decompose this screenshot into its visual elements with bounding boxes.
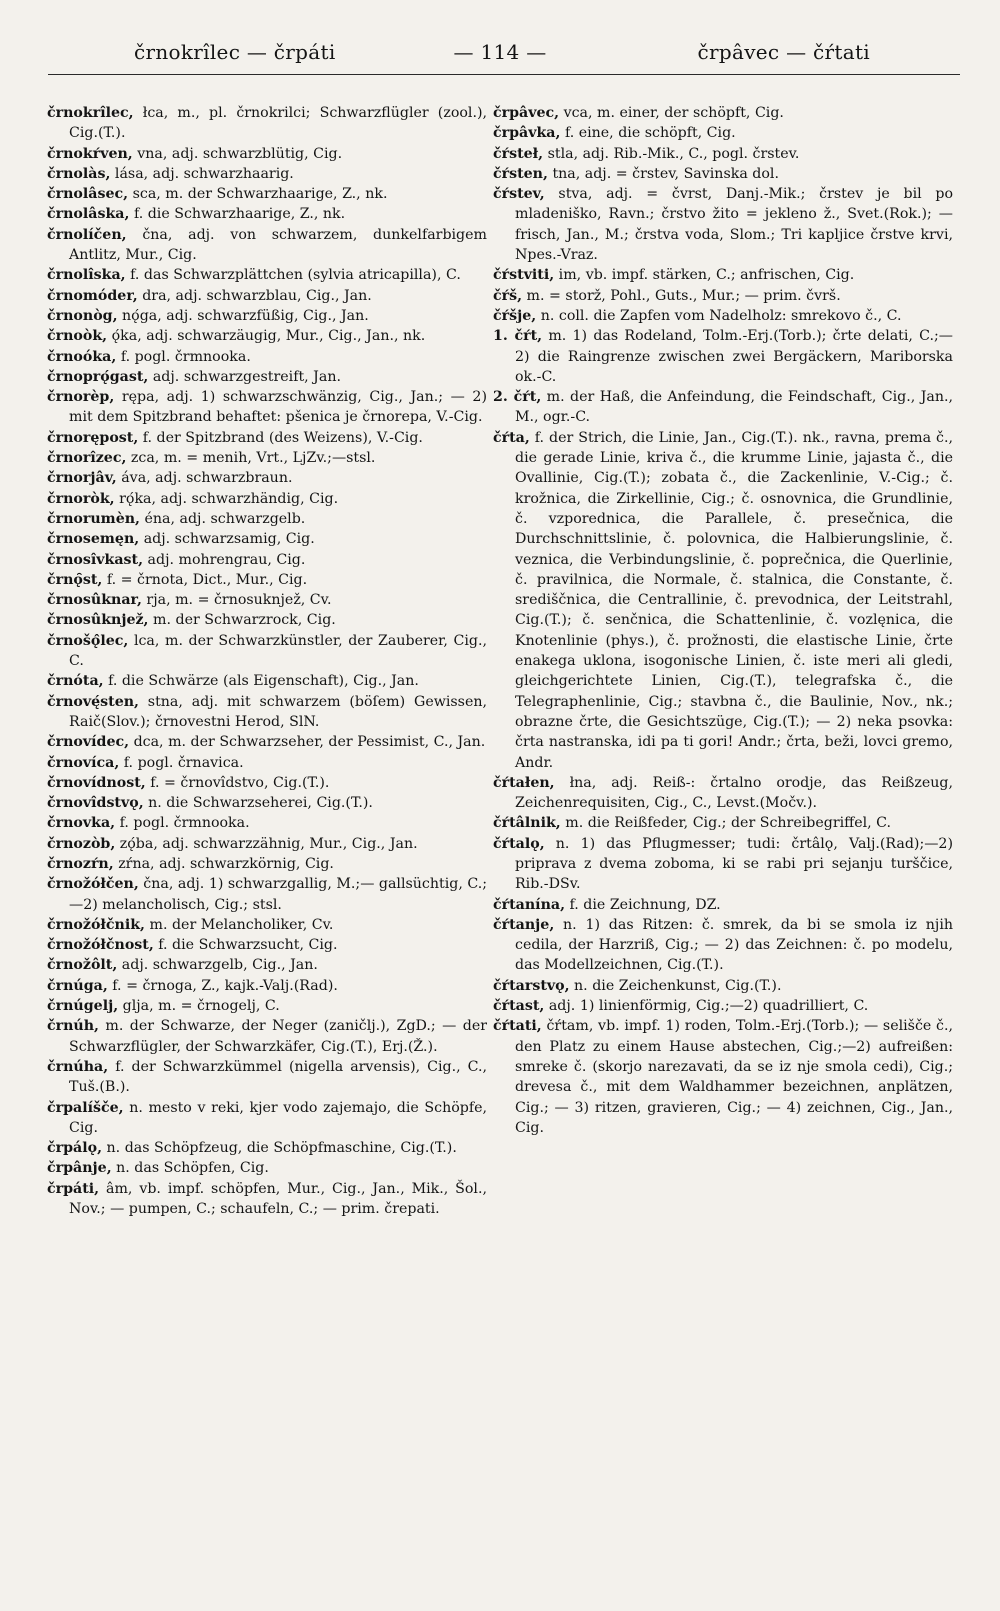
entry-definition: m. die Reißfeder, Cig.; der Schreibegriffel, C. (560, 815, 892, 832)
dictionary-entry (47, 489, 487, 509)
entry-headword: črnozòb, (47, 835, 116, 852)
entry-definition: čna, adj. von schwarzem, dunkelfarbigem Antlitz, Mur., Cig. (69, 226, 487, 264)
entry-headword: čŕtast, (493, 998, 545, 1015)
entry-headword: črnúgelj, (47, 998, 119, 1015)
entry-headword: črnorîzec, (47, 450, 127, 467)
dictionary-entry (47, 1098, 487, 1139)
dictionary-entry (47, 529, 487, 549)
entry-definition: n. 1) das Pflugmesser; tudi: črtâlǫ, Valj.(Rad);—2) priprava z dvema zoboma, ki se rabi pri sejanju turščice, Rib.-DSv. (515, 835, 953, 893)
dictionary-entry (47, 813, 487, 833)
dictionary-entry (47, 1016, 487, 1057)
dictionary-entry (47, 144, 487, 164)
dictionary-entry (493, 1016, 953, 1138)
entry-definition: zŕna, adj. schwarzkörnig, Cig. (113, 855, 334, 872)
entry-headword: črnǫ̑st, (47, 571, 103, 588)
entry-headword: črnovka, (47, 815, 116, 832)
entry-definition: f. die Schwärze (als Eigenschaft), Cig., Jan. (103, 673, 419, 690)
page-header (48, 38, 952, 72)
entry-headword: črnorèp, (47, 389, 115, 406)
dictionary-entry (47, 793, 487, 813)
entry-headword: čŕstviti, (493, 267, 555, 284)
header-left-range: črnokrîlec — črpáti (134, 40, 336, 64)
entry-definition: adj. schwarzgelb, Cig., Jan. (117, 957, 318, 974)
entry-definition: f. eine, die schöpft, Cig. (560, 125, 736, 142)
dictionary-entry (493, 123, 953, 143)
entry-headword: črnolîska, (47, 267, 126, 284)
dictionary-entry (47, 204, 487, 224)
entry-definition: čna, adj. 1) schwarzgallig, M.;— gallsüchtig, C.;—2) melancholisch, Cig.; stsl. (69, 876, 487, 913)
dictionary-entry (47, 286, 487, 306)
entry-headword: črnolâska, (47, 206, 130, 223)
dictionary-entry (47, 610, 487, 630)
dictionary-entry (493, 976, 953, 996)
page-number: — 114 — (453, 40, 547, 64)
dictionary-entry (493, 996, 953, 1016)
entry-headword: črnolíčen, (47, 226, 127, 243)
dictionary-entry (47, 976, 487, 996)
header-right-range: črpâvec — čŕtati (697, 40, 870, 64)
dictionary-entry (47, 306, 487, 326)
dictionary-entry (47, 164, 487, 184)
entry-headword: črnonòg, (47, 307, 118, 324)
dictionary-entry (47, 1179, 487, 1220)
entry-headword: čŕsteł, (493, 145, 544, 162)
dictionary-entry (493, 103, 953, 123)
entry-headword: črnovę́sten, (47, 693, 139, 710)
entry-definition: éna, adj. schwarzgelb. (139, 510, 306, 527)
entry-headword: črnovîdstvǫ, (47, 795, 144, 812)
dictionary-entry (493, 834, 953, 895)
dictionary-entry (47, 732, 487, 752)
entry-headword: čŕsten, (493, 165, 548, 182)
entry-definition: lása, adj. schwarzhaarig. (110, 165, 294, 182)
entry-definition: vca, m. einer, der schöpft, Cig. (559, 105, 784, 121)
dictionary-entry (493, 184, 953, 265)
dictionary-entry (493, 286, 953, 306)
dictionary-entry (493, 428, 953, 773)
dictionary-entry (47, 428, 487, 448)
entry-headword: črnúha, (47, 1058, 109, 1075)
header-rule (48, 74, 960, 75)
dictionary-entry (493, 813, 953, 833)
entry-definition: dca, m. der Schwarzseher, der Pessimist, C., Jan. (129, 734, 486, 751)
left-column (47, 103, 487, 1593)
entry-headword: črnožôlt, (47, 957, 118, 974)
dictionary-entry (47, 225, 487, 266)
entry-definition: stla, adj. Rib.-Mik., C., pogl. črstev. (543, 145, 800, 162)
entry-definition: łna, adj. Reiß-: črtalno orodje, das Reißzeug, Zeichenrequisiten, Cig., C., Levst.(Močv.). (515, 774, 953, 812)
entry-headword: črnožółčnik, (47, 916, 145, 933)
entry-definition: f. der Spitzbrand (des Weizens), V.-Cig. (138, 429, 423, 446)
entry-headword: črnovídec, (47, 734, 130, 751)
dictionary-entry (47, 265, 487, 285)
entry-definition: n. 1) das Ritzen: č. smrek, da bi se smola iz njih cedila, der Harzriß, Cig.; — 2) das Zeichnen: č. po modelu, das Modellzeichnen, Cig.(T.). (515, 916, 953, 974)
entry-headword: črnoóka, (47, 348, 117, 365)
entry-definition: m. = storž, Pohl., Guts., Mur.; — prim. čvrš. (522, 287, 841, 304)
entry-headword: črpâvec, (493, 105, 560, 121)
entry-definition: adj. schwarzgestreift, Jan. (148, 368, 341, 385)
entry-headword: 2. čŕt, (493, 389, 542, 406)
entry-headword: čŕtałen, (493, 774, 555, 791)
entry-definition: łca, m., pl. črnokrilci; Schwarzflügler (zool.), Cig.(T.). (69, 105, 487, 142)
entry-headword: črnomóder, (47, 287, 138, 304)
entry-headword: čŕtanje, (493, 916, 555, 933)
entry-headword: črnoòk, (47, 328, 108, 345)
dictionary-entry (493, 773, 953, 814)
dictionary-entry (47, 448, 487, 468)
entry-headword: črnúga, (47, 977, 108, 994)
entry-definition: n. das Schöpfen, Cig. (111, 1160, 269, 1177)
entry-definition: f. pogl. črmnooka. (115, 815, 250, 832)
entry-headword: čŕtarstvǫ, (493, 977, 570, 994)
entry-definition: rǫ́ka, adj. schwarzhändig, Cig. (114, 490, 339, 507)
entry-definition: rja, m. = črnosuknjež, Cv. (141, 592, 332, 609)
dictionary-entry (493, 306, 953, 326)
entry-definition: vna, adj. schwarzblütig, Cig. (132, 145, 343, 162)
entry-definition: adj. mohrengrau, Cig. (143, 551, 306, 568)
dictionary-entry (47, 570, 487, 590)
entry-headword: črnožółčen, (47, 876, 139, 893)
entry-headword: čŕtanína, (493, 896, 566, 913)
entry-definition: f. pogl. črnavica. (119, 754, 244, 771)
entry-definition: stna, adj. mit schwarzem (böſem) Gewissen, Raič(Slov.); črnovestni Herod, SlN. (69, 693, 487, 730)
entry-headword: črnozŕn, (47, 855, 114, 872)
dictionary-entry (47, 692, 487, 733)
entry-definition: n. das Schöpfzeug, die Schöpfmaschine, Cig.(T.). (102, 1140, 457, 1157)
entry-definition: n. die Zeichenkunst, Cig.(T.). (569, 977, 782, 994)
entry-definition: f. = črnovîdstvo, Cig.(T.). (145, 774, 330, 791)
entry-headword: črnolâsec, (47, 186, 129, 203)
entry-definition: m. der Schwarzrock, Cig. (148, 612, 336, 629)
entry-definition: f. pogl. črmnooka. (116, 348, 251, 365)
entry-headword: 1. čŕt, (493, 328, 543, 345)
entry-headword: črnóta, (47, 673, 104, 690)
entry-definition: f. der Schwarzkümmel (nigella arvensis), Cig., C., Tuš.(B.). (69, 1058, 487, 1096)
entry-headword: črnokrîlec, (47, 105, 134, 121)
entry-headword: črnosîvkast, (47, 551, 144, 568)
entry-headword: črnúh, (47, 1018, 99, 1035)
entry-headword: črpáti, (47, 1180, 100, 1197)
dictionary-entry (47, 671, 487, 691)
entry-headword: črnorępost, (47, 429, 139, 446)
entry-headword: čŕstev, (493, 186, 545, 203)
entry-headword: črnosûknjež, (47, 612, 149, 629)
entry-definition: sca, m. der Schwarzhaarige, Z., nk. (128, 186, 388, 203)
dictionary-entry (47, 1057, 487, 1098)
entry-definition: zǫ́ba, adj. schwarzzähnig, Mur., Cig., Jan. (115, 835, 418, 852)
entry-headword: čŕtalǫ, (493, 835, 545, 852)
dictionary-entry (47, 509, 487, 529)
entry-definition: rępa, adj. 1) schwarzschwänzig, Cig., Jan.; — 2) mit dem Spitzbrand behaftet: pšenica je črnorepa, V.-Cig. (69, 389, 487, 426)
entry-definition: m. der Haß, die Anfeindung, die Feindschaft, Cig., Jan., M., ogr.-C. (515, 389, 953, 426)
dictionary-entry (493, 915, 953, 976)
entry-headword: črpâvka, (493, 125, 561, 142)
entry-definition: m. 1) das Rodeland, Tolm.-Erj.(Torb.); črte delati, C.;— 2) die Raingrenze zwischen zwei Bergäckern, Mariborska ok.-C. (515, 328, 953, 385)
entry-definition: stva, adj. = čvrst, Danj.-Mik.; črstev je bil po mladeniško, Ravn.; črstvo žito = jekleno ž., Svet.(Rok.); — frisch, Jan., M.; črstva voda, Slom.; Tri kapljice črstve krvi, Npes.-Vraz. (515, 186, 953, 264)
dictionary-entry (493, 387, 953, 428)
dictionary-entry (47, 184, 487, 204)
entry-definition: nǫ́ga, adj. schwarzfüßig, Cig., Jan. (117, 307, 369, 324)
entry-headword: čŕtâlnik, (493, 815, 561, 832)
dictionary-entry (47, 1138, 487, 1158)
dictionary-entry (47, 468, 487, 488)
entry-definition: f. das Schwarzplättchen (sylvia atricapilla), C. (125, 267, 461, 284)
entry-headword: črnosûknar, (47, 592, 142, 609)
entry-definition: f. = črnota, Dict., Mur., Cig. (102, 571, 308, 588)
entry-headword: črpânje, (47, 1160, 112, 1177)
entry-definition: f. die Schwarzsucht, Cig. (153, 937, 338, 954)
entry-definition: f. = črnoga, Z., kajk.-Valj.(Rad). (107, 977, 338, 994)
entry-headword: čŕš, (493, 287, 523, 304)
entry-headword: črnovídnost, (47, 774, 146, 791)
entry-definition: čŕtam, vb. impf. 1) roden, Tolm.-Erj.(Torb.); — selišče č., den Platz zu einem Hause abstechen, Cig.;—2) aufreißen: smreke č. (skorjo narezavati, da se iz nje smola cedi), Cig.; drevesa č., mit dem Waldhammer bezeichnen, anplätzen, Cig.; — 3) ritzen, gravieren, Cig.; — 4) zeichnen, Cig., Jan., Cig. (515, 1018, 953, 1136)
dictionary-entry (47, 935, 487, 955)
entry-headword: čŕta, (493, 429, 530, 446)
entry-definition: m. der Melancholiker, Cv. (144, 916, 334, 933)
entry-headword: črnorumèn, (47, 510, 140, 527)
entry-definition: n. mesto v reki, kjer vodo zajemajo, die Schöpfe, Cig. (69, 1099, 487, 1136)
dictionary-entry (47, 387, 487, 428)
entry-definition: adj. 1) linienförmig, Cig.;—2) quadrilliert, C. (544, 998, 869, 1015)
entry-headword: črpálǫ, (47, 1140, 103, 1157)
entry-definition: glja, m. = črnogelj, C. (118, 998, 280, 1015)
entry-definition: f. der Strich, die Linie, Jan., Cig.(T.). nk., ravna, prema č., die gerade Linie, kriva č., die krumme Linie, jajasta č., die Ovallinie, Cig.(T.); zobata č., die Zackenlinie, V.-Cig.; č. krožnica, die Zirkellinie, Cig.; č. osnovnica, die Grundlinie, č. vzporednica, die Parallele, č. presečnica, die Durchschnittslinie, č. polovnica, die Halbierungslinie, č. veznica, die Verbindungslinie, č. poprečnica, die Querlinie, č. pravilnica, die Normale, č. stalnica, die Constante, č. središčnica, die Centrallinie, č. prevodnica, der Leitstrahl, Cig.(T.); č. senčnica, die Schattenlinie, č. vozlęnica, die Knotenlinie (phys.), č. prožnosti, die elastische Linie, črte enakega uklona, isogonische Linien, č. iste meri ali gledi, gleichgerichtete Linien, Cig.(T.), telegrafska č., die Telegraphenlinie, Cig.; stavbna č., die Baulinie, Nov., nk.; obrazne črte, die Gesichtszüge, Cig.(T.); — 2) neka psovka: črta nastranska, idi pa ti gori! Andr.; črta, beži, lovci gremo, Andr. (515, 429, 953, 771)
entry-definition: âm, vb. impf. schöpfen, Mur., Cig., Jan., Mik., Šol., Nov.; — pumpen, C.; schaufeln, C.; — prim. črepati. (69, 1180, 487, 1218)
dictionary-entry (47, 915, 487, 935)
entry-definition: f. die Schwarzhaarige, Z., nk. (129, 206, 346, 223)
entry-headword: črpalíšče, (47, 1099, 124, 1116)
entry-definition: ǫ́ka, adj. schwarzäugig, Mur., Cig., Jan., nk. (107, 328, 426, 345)
dictionary-entry (493, 326, 953, 387)
entry-definition: tna, adj. = črstev, Savinska dol. (547, 165, 779, 182)
dictionary-entry (47, 326, 487, 346)
entry-definition: lca, m. der Schwarzkünstler, der Zauberer, Cig., C. (69, 632, 487, 670)
dictionary-entry (47, 874, 487, 915)
entry-headword: črnošǫ̂lec, (47, 632, 129, 649)
dictionary-entry (47, 753, 487, 773)
entry-headword: črnožółčnost, (47, 937, 154, 954)
dictionary-entry (47, 347, 487, 367)
entry-definition: zca, m. = menih, Vrt., LjZv.;—stsl. (126, 450, 376, 467)
dictionary-entry (47, 590, 487, 610)
entry-headword: čŕtati, (493, 1018, 542, 1035)
dictionary-entry (493, 164, 953, 184)
entry-definition: áva, adj. schwarzbraun. (116, 470, 293, 487)
entry-definition: f. die Zeichnung, DZ. (565, 896, 721, 913)
dictionary-entry (47, 773, 487, 793)
right-column (493, 103, 953, 1593)
dictionary-entry (493, 265, 953, 285)
dictionary-entry (47, 1158, 487, 1178)
entry-headword: črnovíca, (47, 754, 120, 771)
dictionary-entry (47, 955, 487, 975)
entry-headword: črnolàs, (47, 165, 111, 182)
entry-headword: črnosemęn, (47, 531, 140, 548)
entry-headword: črnoprǫ́gast, (47, 368, 149, 385)
entry-headword: črnorjâv, (47, 470, 117, 487)
entry-definition: n. die Schwarzseherei, Cig.(T.). (143, 795, 373, 812)
entry-definition: adj. schwarzsamig, Cig. (139, 531, 315, 548)
entry-headword: črnokŕven, (47, 145, 133, 162)
dictionary-entry (47, 854, 487, 874)
dictionary-entry (47, 996, 487, 1016)
dictionary-entry (47, 550, 487, 570)
entry-headword: čŕšje, (493, 307, 537, 324)
dictionary-entry (493, 144, 953, 164)
dictionary-entry (493, 895, 953, 915)
entry-headword: črnoròk, (47, 490, 115, 507)
entry-definition: dra, adj. schwarzblau, Cig., Jan. (137, 287, 372, 304)
dictionary-entry (47, 103, 487, 144)
entry-definition: m. der Schwarze, der Neger (zaničlj.), ZgD.; — der Schwarzflügler, der Schwarzkäfer, Cig.(T.), Erj.(Ž.). (69, 1018, 487, 1055)
dictionary-entry (47, 367, 487, 387)
dictionary-entry (47, 631, 487, 672)
entry-definition: n. coll. die Zapfen vom Nadelholz: smrekovo č., C. (536, 307, 902, 324)
entry-definition: im, vb. impf. stärken, C.; anfrischen, Cig. (554, 267, 855, 284)
dictionary-entry (47, 834, 487, 854)
